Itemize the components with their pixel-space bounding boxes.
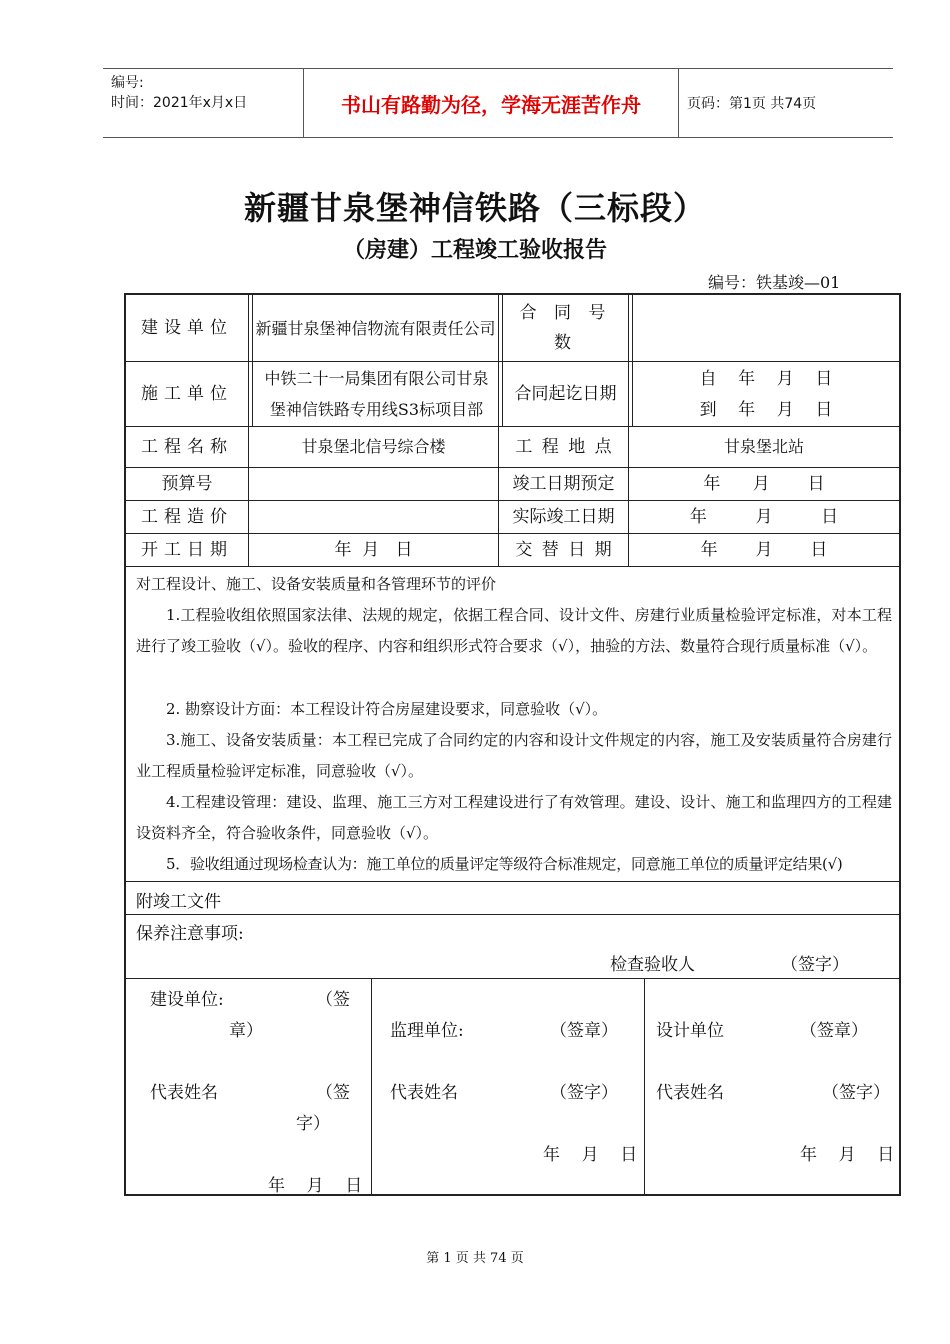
label-planned-completion: 竣工日期预定 [512,473,615,494]
design-rep-label: 代表姓名 [656,1083,724,1103]
col-divider [644,978,645,1194]
evaluation-item-3: 3.施工、设备安装质量：本工程已完成了合同约定的内容和设计文件规定的内容，施工及安装质量符合房建行业工程质量检验评定标准，同意验收（√）。 [136,731,892,780]
build-rep-sig-b: 字） [296,1114,330,1134]
value-project-location: 甘泉堡北站 [723,437,804,456]
design-date: 年 月 日 [800,1145,895,1165]
value-start-date: 年 月 日 [334,539,413,560]
evaluation-item-2: 2. 勘察设计方面：本工程设计符合房屋建设要求，同意验收（√）。 [166,700,608,718]
supervise-rep-label: 代表姓名 [390,1083,458,1103]
inspector-label: 检查验收人 [610,955,695,975]
label-budget-number: 预算号 [161,473,213,494]
inspector-sign: （签字） [781,955,849,975]
supervise-sig: （签字） [550,1083,618,1103]
label-construction-unit: 施工单位 [141,383,233,404]
label-start-date: 开工日期 [141,539,233,560]
label-actual-completion: 实际竣工日期 [512,506,615,527]
value-construction-unit: 中铁二十一局集团有限公司甘泉堡神信铁路专用线S3标项目部 [264,368,489,419]
evaluation-heading: 对工程设计、施工、设备安装质量和各管理环节的评价 [136,575,497,593]
row-divider [126,881,899,882]
value-contract-end: 到 年 月 日 [699,399,833,420]
value-build-unit: 新疆甘泉堡神信物流有限责任公司 [255,318,496,338]
header-number-label: 编号: [111,75,144,91]
attached-docs-label: 附竣工文件 [136,892,221,912]
header-divider [678,69,679,137]
report-title: 新疆甘泉堡神信铁路（三标段） [243,189,706,227]
build-date: 年 月 日 [268,1176,363,1196]
evaluation-item-5: 5．验收组通过现场检查认为：施工单位的质量评定等级符合标准规定，同意施工单位的质量评定结果(√) [166,855,843,873]
label-handover-date: 交 替 日 期 [515,539,612,560]
evaluation-item-4: 4.工程建设管理：建设、监理、施工三方对工程建设进行了有效管理。建设、设计、施工和监理四方的工程建设资料齐全，符合验收条件，同意验收（√）。 [136,793,892,842]
value-budget-number [249,467,498,500]
design-sig: （签字） [822,1083,890,1103]
page-footer: 第 1 页 共 74 页 [426,1251,524,1266]
value-project-name: 甘泉堡北信号综合楼 [301,437,446,456]
build-rep-sig-a: （签 [316,1083,350,1103]
label-project-name: 工程名称 [141,436,233,457]
value-actual-completion: 年 月 日 [689,506,839,527]
row-divider [126,978,899,979]
value-project-cost [249,500,498,533]
value-handover-date: 年 月 日 [700,539,828,560]
row-divider [126,566,899,567]
label-contract-dates: 合同起讫日期 [514,383,617,404]
supervise-date: 年 月 日 [543,1145,638,1165]
build-unit-seal-a: （签 [316,990,350,1010]
build-rep-label: 代表姓名 [150,1083,218,1103]
label-contract-number: 合 同 号 数 [519,303,612,353]
report-subtitle: （房建）工程竣工验收报告 [342,238,607,263]
design-seal: （签章） [800,1021,868,1041]
value-contract-number [633,295,899,361]
header-motto: 书山有路勤为径，学海无涯苦作舟 [341,93,641,117]
maintenance-notes-label: 保养注意事项: [136,924,244,944]
supervise-unit-label: 监理单位: [390,1021,464,1041]
col-divider [371,978,372,1194]
label-project-location: 工 程 地 点 [515,436,612,457]
design-unit-label: 设计单位 [656,1021,724,1041]
build-unit-sign-label: 建设单位: [150,990,224,1010]
row-divider [126,914,899,915]
build-unit-seal-b: 章） [229,1021,263,1041]
evaluation-item-1: 1.工程验收组依照国家法律、法规的规定，依据工程合同、设计文件、房建行业质量检验评定标准，对本工程进行了竣工验收（√）。验收的程序、内容和组织形式符合要求（√），抽验的方法、数量符合现行质量标准（√）。 [136,606,892,655]
header-page-info: 页码：第1页 共74页 [687,96,817,112]
label-project-cost: 工程造价 [141,506,233,527]
page-header [103,68,893,138]
header-meta [111,73,247,113]
acceptance-form [124,293,901,1196]
header-time: 时间：2021年x月x日 [111,95,248,111]
value-contract-start: 自 年 月 日 [699,368,833,389]
supervise-seal: （签章） [550,1021,618,1041]
value-planned-completion: 年 月 日 [703,473,825,494]
label-build-unit: 建设单位 [141,318,233,338]
doc-number: 编号：铁基竣—01 [708,273,841,292]
